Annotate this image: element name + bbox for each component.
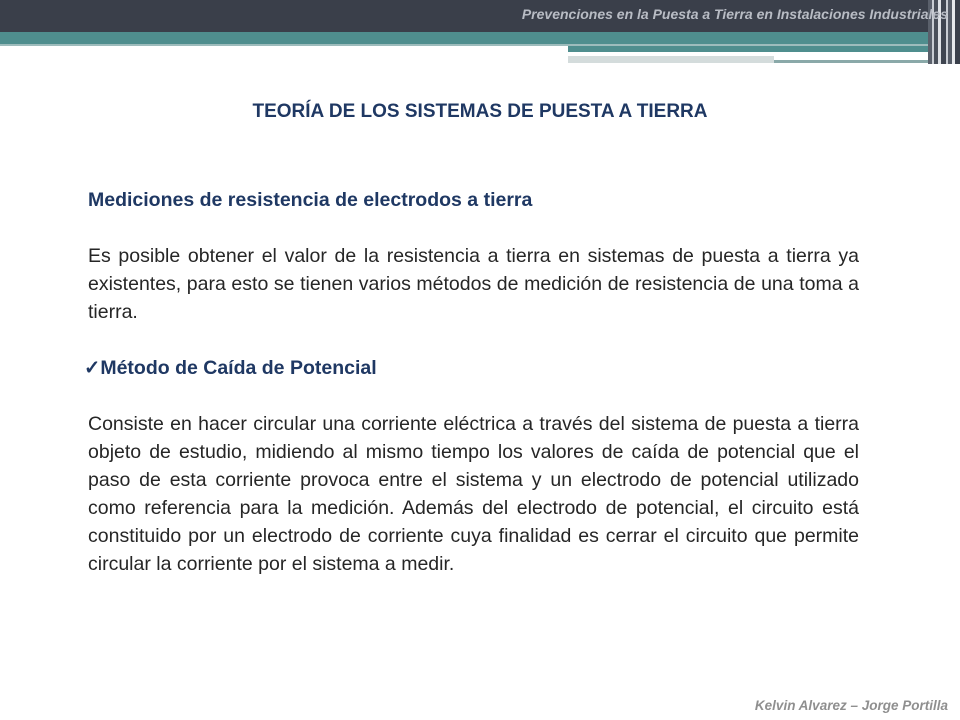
slide-content — [84, 186, 859, 578]
subheading: Mediciones de resistencia de electrodos a tierra — [88, 189, 533, 211]
decor-stub — [568, 52, 888, 55]
spacer — [88, 382, 859, 410]
paragraph-intro: Es posible obtener el valor de la resistencia a tierra en sistemas de puesta a tierra ya existentes, para esto se tienen varios métodos de medición de resistencia de una toma a tierra. — [88, 245, 859, 323]
spacer — [88, 326, 859, 354]
paragraph-method: Consiste en hacer circular una corriente eléctrica a través del sistema de puesta a tierra objeto de estudio, midiendo al mismo tiempo los valores de caída de potencial que el paso de esta corriente provoca entre el sistema y un electrodo de potencial utilizado como referencia para la medición. Además del electrodo de potencial, el circuito está constituido por un electrodo de corriente cuya finalidad es cerrar el circuito que permite circular la corriente por el sistema a medir. — [88, 413, 859, 575]
teal-band — [0, 32, 960, 44]
slide-title: TEORÍA DE LOS SISTEMAS DE PUESTA A TIERRA — [252, 101, 708, 122]
checkmark-icon: ✓ — [84, 357, 101, 379]
method-heading — [84, 354, 859, 382]
method-title: Método de Caída de Potencial — [100, 357, 377, 379]
header-title: Prevenciones en la Puesta a Tierra en Instalaciones Industriales — [521, 6, 948, 22]
footer-authors: Kelvin Alvarez – Jorge Portilla — [754, 698, 948, 713]
spacer — [88, 214, 859, 242]
decor-stub — [568, 56, 774, 63]
